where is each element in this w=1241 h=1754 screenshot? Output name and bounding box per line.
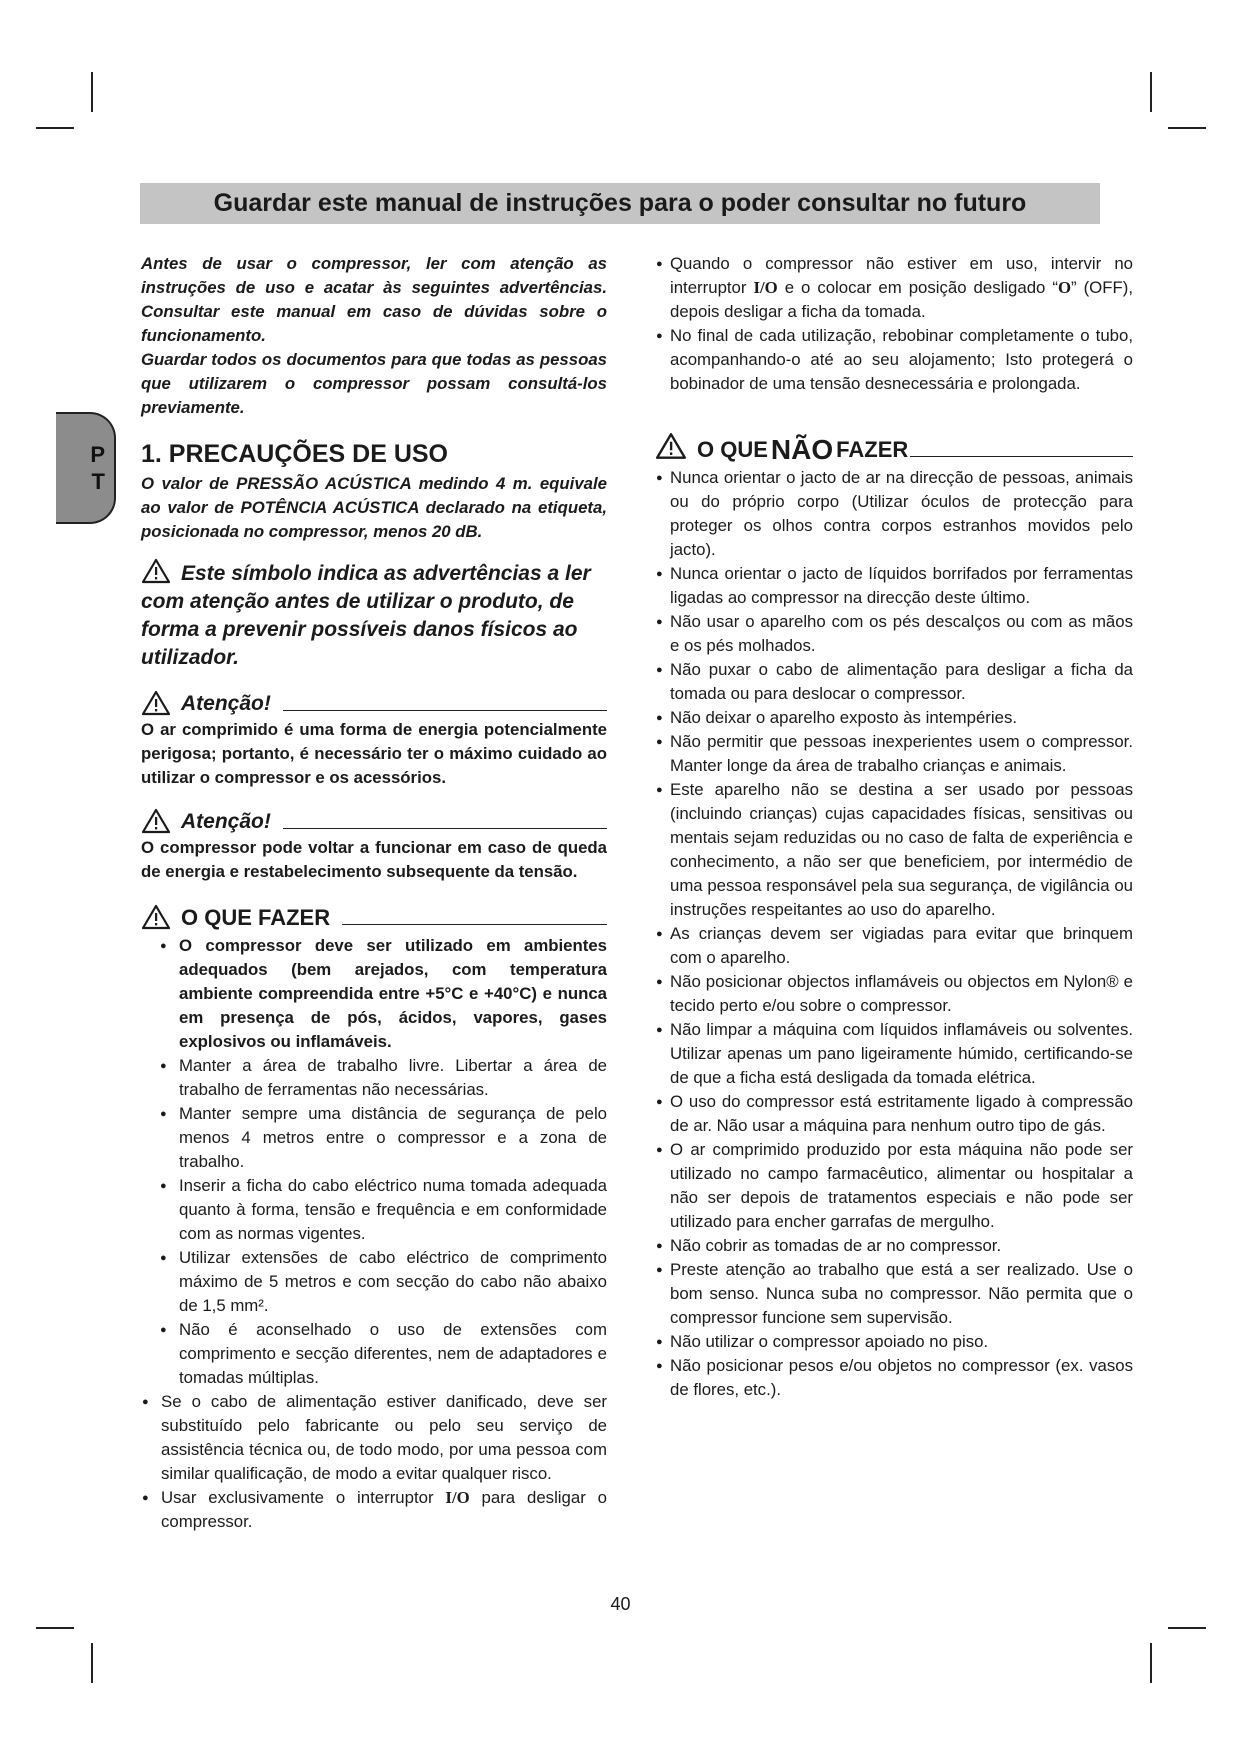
list-item: ● O compressor deve ser utilizado em ambientes adequados (bem arejados, com temperatura ambiente compreendida entre +5°C e +40°C) e nunca em presença de pós, ácidos, vapores, gases explosivos ou inflamáveis.: [159, 934, 607, 1054]
off-symbol: O: [1057, 278, 1072, 297]
attention-heading: [141, 690, 607, 716]
right-column: [655, 252, 1133, 1402]
list-item: [655, 252, 1133, 324]
crop-mark: [1168, 127, 1206, 129]
list-item: ● Não utilizar o compressor apoiado no piso.: [655, 1330, 1133, 1354]
list-item-text: ” (OFF), depois desligar a ficha da tomada.: [670, 278, 1133, 321]
heading-rule: [283, 710, 607, 711]
list-item: ● Não posicionar objectos inflamáveis ou objectos em Nylon® e tecido perto e/ou sobre o compressor.: [655, 970, 1133, 1018]
warning-triangle-icon: [655, 432, 687, 460]
header-title: Guardar este manual de instruções para o poder consultar no futuro: [140, 183, 1100, 224]
list-item: ● Preste atenção ao trabalho que está a ser realizado. Use o bom senso. Nunca suba no compressor. Não permita que o compressor funcione sem supervisão.: [655, 1258, 1133, 1330]
list-item: ● Manter a área de trabalho livre. Libertar a área de trabalho de ferramentas não necessárias.: [159, 1054, 607, 1102]
list-item: ● Se o cabo de alimentação estiver danificado, deve ser substituído pelo fabricante ou pelo seu serviço de assistência técnica ou, de todo modo, por uma pessoa com similar qualificação, de modo a evitar qualquer risco.: [141, 1390, 607, 1486]
dont-heading: [655, 432, 1133, 465]
symbol-note-text: Este símbolo indica as advertências a ler com atenção antes de utilizar o produto, de forma a prevenir possíveis danos físicos ao utilizador.: [141, 562, 591, 669]
list-item: ● O uso do compressor está estritamente ligado à compressão de ar. Não usar a máquina para nenhum outro tipo de gás.: [655, 1090, 1133, 1138]
warning-triangle-icon: [141, 808, 171, 834]
crop-mark: [91, 72, 93, 112]
list-item: ● No final de cada utilização, rebobinar completamente o tubo, acompanhando-o até ao seu alojamento; Isto protegerá o bobinador de uma tensão desnecessária e prolongada.: [655, 324, 1133, 396]
switch-label: I/O: [753, 278, 778, 297]
attention-label: Atenção!: [181, 810, 271, 833]
list-item: [141, 1486, 607, 1534]
crop-mark: [1168, 1627, 1206, 1629]
crop-mark: [1150, 1643, 1152, 1683]
switch-label: I/O: [445, 1488, 470, 1507]
heading-rule: [342, 924, 607, 925]
list-item-text: Usar exclusivamente o interruptor: [161, 1488, 446, 1507]
list-item: ● Não limpar a máquina com líquidos inflamáveis ou solventes. Utilizar apenas um pano ligeiramente húmido, certificando-se de que a ficha está desligada da tomada elétrica.: [655, 1018, 1133, 1090]
do-heading: [141, 904, 607, 930]
language-tab-letter: P: [90, 441, 105, 467]
do-list: [141, 934, 607, 1390]
crop-mark: [36, 127, 74, 129]
warning-triangle-icon: [141, 558, 171, 584]
crop-mark: [1150, 72, 1152, 112]
dont-list: [655, 466, 1133, 1402]
list-item: ● Não puxar o cabo de alimentação para desligar a ficha da tomada ou para deslocar o compressor.: [655, 658, 1133, 706]
page-number: 40: [610, 1594, 631, 1614]
dont-title-emphasis: NÃO: [770, 434, 834, 465]
language-tab-letter: T: [91, 469, 105, 494]
list-item: ● Não cobrir as tomadas de ar no compressor.: [655, 1234, 1133, 1258]
heading-rule: [910, 456, 1133, 457]
do-title: O QUE FAZER: [181, 905, 331, 930]
acoustic-note: O valor de PRESSÃO ACÚSTICA medindo 4 m. equivale ao valor de POTÊNCIA ACÚSTICA declarado na etiqueta, posicionada no compressor, menos 20 dB.: [141, 474, 607, 541]
symbol-note: [141, 558, 607, 672]
attention-label: Atenção!: [181, 692, 271, 715]
language-tab: [56, 412, 116, 524]
list-item: ● O ar comprimido produzido por esta máquina não pode ser utilizado no campo farmacêutico, alimentar ou hospitalar a não ser depois de tratamentos especiais e não pode ser utilizado para encher garrafas de mergulho.: [655, 1138, 1133, 1234]
list-item: ● Nunca orientar o jacto de ar na direcção de pessoas, animais ou do próprio corpo (Utilizar óculos de protecção para proteger os olhos contra corpos estranhos movidos pelo jacto).: [655, 466, 1133, 562]
list-item: ● Não posicionar pesos e/ou objetos no compressor (ex. vasos de flores, etc.).: [655, 1354, 1133, 1402]
list-item: ● Não deixar o aparelho exposto às intempéries.: [655, 706, 1133, 730]
list-item: ● Não permitir que pessoas inexperientes usem o compressor. Manter longe da área de trabalho crianças e animais.: [655, 730, 1133, 778]
do-list-outer: [141, 1390, 607, 1534]
heading-rule: [283, 828, 607, 829]
list-item-text: para desligar o compressor.: [161, 1488, 607, 1531]
crop-mark: [36, 1627, 74, 1629]
section-title: 1. PRECAUÇÕES DE USO: [141, 440, 449, 468]
list-item: ● As crianças devem ser vigiadas para evitar que brinquem com o aparelho.: [655, 922, 1133, 970]
list-item: ● Não é aconselhado o uso de extensões com comprimento e secção diferentes, nem de adaptadores e tomadas múltiplas.: [159, 1318, 607, 1390]
left-column: [141, 252, 607, 1534]
warning-triangle-icon: [141, 690, 171, 716]
dont-title-part: FAZER: [836, 437, 909, 462]
crop-mark: [91, 1643, 93, 1683]
usage-list: [655, 252, 1133, 396]
list-item: ● Não usar o aparelho com os pés descalços ou com as mãos e os pés molhados.: [655, 610, 1133, 658]
list-item: ● Utilizar extensões de cabo eléctrico de comprimento máximo de 5 metros e com secção do cabo não abaixo de 1,5 mm².: [159, 1246, 607, 1318]
intro-paragraph: Antes de usar o compressor, ler com atenção as instruções de uso e acatar às seguintes advertências. Consultar este manual em caso de dúvidas sobre o funcionamento.: [141, 254, 607, 345]
attention-heading: [141, 808, 607, 834]
attention-text: O ar comprimido é uma forma de energia potencialmente perigosa; portanto, é necessário ter o máximo cuidado ao utilizar o compressor e os acessórios.: [141, 720, 607, 787]
warning-triangle-icon: [141, 904, 171, 930]
list-item-text: Quando o compressor não estiver em uso, intervir no interruptor: [670, 254, 1133, 297]
list-item: ● Inserir a ficha do cabo eléctrico numa tomada adequada quanto à forma, tensão e frequência e em conformidade com as normas vigentes.: [159, 1174, 607, 1246]
list-item: ● Nunca orientar o jacto de líquidos borrifados por ferramentas ligadas ao compressor na direcção deste último.: [655, 562, 1133, 610]
intro-paragraph: Guardar todos os documentos para que todas as pessoas que utilizarem o compressor possam consultá-los previamente.: [141, 350, 607, 417]
attention-text: O compressor pode voltar a funcionar em caso de queda de energia e restabelecimento subsequente da tensão.: [141, 838, 607, 881]
list-item: ● Este aparelho não se destina a ser usado por pessoas (incluindo crianças) cujas capacidades físicas, sensitivas ou mentais sejam reduzidas ou no caso de falta de experiência e conhecimento, a não ser que beneficiem, por intermédio de uma pessoa responsável pela sua segurança, de vigilância ou instruções respeitantes ao uso do aparelho.: [655, 778, 1133, 922]
dont-title-part: O QUE: [697, 437, 768, 462]
list-item-text: e o colocar em posição desligado “: [777, 278, 1058, 297]
list-item: ● Manter sempre uma distância de segurança de pelo menos 4 metros entre o compressor e a zona de trabalho.: [159, 1102, 607, 1174]
